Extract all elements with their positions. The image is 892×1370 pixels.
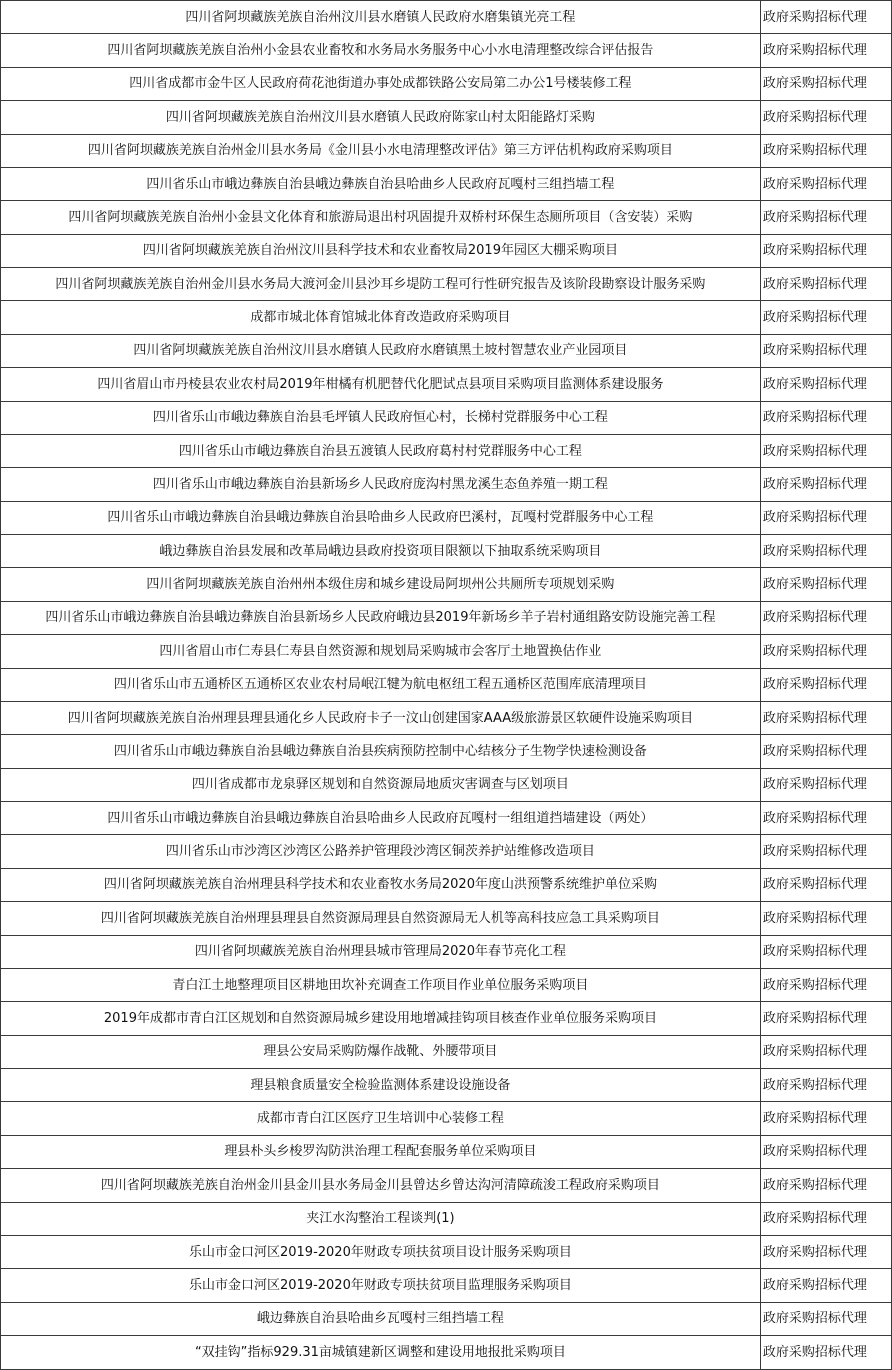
project-name-cell: 乐山市金口河区2019-2020年财政专项扶贫项目设计服务采购项目 xyxy=(1,1235,761,1268)
table-row xyxy=(1,1302,892,1335)
project-name-cell: 峨边彝族自治县哈曲乡瓦嘎村三组挡墙工程 xyxy=(1,1302,761,1335)
service-type-cell: 政府采购招标代理 xyxy=(760,234,891,267)
project-name-cell: 四川省眉山市仁寿县仁寿县自然资源和规划局采购城市会客厅土地置换估作业 xyxy=(1,635,761,668)
project-name-cell: “双挂钩”指标929.31亩城镇建新区调整和建设用地报批采购项目 xyxy=(1,1336,761,1370)
service-type-cell: 政府采购招标代理 xyxy=(760,101,891,134)
service-type-cell: 政府采购招标代理 xyxy=(760,535,891,568)
project-name-cell: 四川省乐山市峨边彝族自治县峨边彝族自治县新场乡人民政府峨边县2019年新场乡羊子岩村通组路安防设施完善工程 xyxy=(1,601,761,634)
service-type-cell: 政府采购招标代理 xyxy=(760,34,891,67)
project-name-cell: 四川省阿坝藏族羌族自治州金川县金川县水务局金川县曾达乡曾达沟河清障疏浚工程政府采购项目 xyxy=(1,1169,761,1202)
table-row xyxy=(1,167,892,200)
table-row xyxy=(1,802,892,835)
table-row xyxy=(1,1,892,34)
service-type-cell: 政府采购招标代理 xyxy=(760,1,891,34)
table-row xyxy=(1,535,892,568)
project-name-cell: 理县朴头乡梭罗沟防洪治理工程配套服务单位采购项目 xyxy=(1,1135,761,1168)
service-type-cell: 政府采购招标代理 xyxy=(760,968,891,1001)
table-row xyxy=(1,434,892,467)
service-type-cell: 政府采购招标代理 xyxy=(760,835,891,868)
project-name-cell: 四川省乐山市五通桥区五通桥区农业农村局岷江犍为航电枢纽工程五通桥区范围库底清理项目 xyxy=(1,668,761,701)
project-name-cell: 四川省成都市龙泉驿区规划和自然资源局地质灾害调查与区划项目 xyxy=(1,768,761,801)
service-type-cell: 政府采购招标代理 xyxy=(760,1336,891,1370)
table-row xyxy=(1,134,892,167)
table-row xyxy=(1,101,892,134)
project-name-cell: 四川省乐山市沙湾区沙湾区公路养护管理段沙湾区铜茨养护站维修改造项目 xyxy=(1,835,761,868)
service-type-cell: 政府采购招标代理 xyxy=(760,1302,891,1335)
project-name-cell: 2019年成都市青白江区规划和自然资源局城乡建设用地增减挂钩项目核查作业单位服务采购项目 xyxy=(1,1002,761,1035)
project-name-cell: 夹江水沟整治工程谈判(1) xyxy=(1,1202,761,1235)
table-row xyxy=(1,1102,892,1135)
project-name-cell: 理县粮食质量安全检验监测体系建设设施设备 xyxy=(1,1069,761,1102)
service-type-cell: 政府采购招标代理 xyxy=(760,468,891,501)
table-row xyxy=(1,1202,892,1235)
project-name-cell: 青白江土地整理项目区耕地田坎补充调查工作项目作业单位服务采购项目 xyxy=(1,968,761,1001)
service-type-cell: 政府采购招标代理 xyxy=(760,334,891,367)
project-name-cell: 四川省阿坝藏族羌族自治州小金县农业畜牧和水务局水务服务中心小水电清理整改综合评估报告 xyxy=(1,34,761,67)
table-row xyxy=(1,568,892,601)
service-type-cell: 政府采购招标代理 xyxy=(760,1135,891,1168)
service-type-cell: 政府采购招标代理 xyxy=(760,802,891,835)
table-row xyxy=(1,67,892,100)
service-type-cell: 政府采购招标代理 xyxy=(760,434,891,467)
project-name-cell: 四川省成都市金牛区人民政府荷花池街道办事处成都铁路公安局第二办公1号楼装修工程 xyxy=(1,67,761,100)
project-name-cell: 四川省阿坝藏族羌族自治州金川县水务局《金川县小水电清理整改评估》第三方评估机构政府采购项目 xyxy=(1,134,761,167)
service-type-cell: 政府采购招标代理 xyxy=(760,668,891,701)
project-name-cell: 四川省阿坝藏族羌族自治州汶川县水磨镇人民政府陈家山村太阳能路灯采购 xyxy=(1,101,761,134)
service-type-cell: 政府采购招标代理 xyxy=(760,902,891,935)
table-row xyxy=(1,768,892,801)
table-row xyxy=(1,902,892,935)
service-type-cell: 政府采购招标代理 xyxy=(760,1169,891,1202)
project-name-cell: 四川省乐山市峨边彝族自治县峨边彝族自治县哈曲乡人民政府巴溪村，瓦嘎村党群服务中心工程 xyxy=(1,501,761,534)
table-row xyxy=(1,1336,892,1370)
project-name-cell: 四川省阿坝藏族羌族自治州理县理县自然资源局理县自然资源局无人机等高科技应急工具采购项目 xyxy=(1,902,761,935)
project-name-cell: 四川省阿坝藏族羌族自治州金川县水务局大渡河金川县沙耳乡堤防工程可行性研究报告及该阶段勘察设计服务采购 xyxy=(1,268,761,301)
service-type-cell: 政府采购招标代理 xyxy=(760,67,891,100)
table-row xyxy=(1,868,892,901)
project-name-cell: 四川省阿坝藏族羌族自治州小金县文化体育和旅游局退出村巩固提升双桥村环保生态厕所项目（含安装）采购 xyxy=(1,201,761,234)
table-row xyxy=(1,601,892,634)
service-type-cell: 政府采购招标代理 xyxy=(760,501,891,534)
table-row xyxy=(1,735,892,768)
table-row xyxy=(1,1069,892,1102)
service-type-cell: 政府采购招标代理 xyxy=(760,1235,891,1268)
service-type-cell: 政府采购招标代理 xyxy=(760,268,891,301)
project-name-cell: 乐山市金口河区2019-2020年财政专项扶贫项目监理服务采购项目 xyxy=(1,1269,761,1302)
project-name-cell: 四川省阿坝藏族羌族自治州理县城市管理局2020年春节亮化工程 xyxy=(1,935,761,968)
service-type-cell: 政府采购招标代理 xyxy=(760,401,891,434)
service-type-cell: 政府采购招标代理 xyxy=(760,635,891,668)
project-name-cell: 四川省阿坝藏族羌族自治州州本级住房和城乡建设局阿坝州公共厕所专项规划采购 xyxy=(1,568,761,601)
table-row xyxy=(1,234,892,267)
project-name-cell: 理县公安局采购防爆作战靴、外腰带项目 xyxy=(1,1035,761,1068)
service-type-cell: 政府采购招标代理 xyxy=(760,868,891,901)
table-row xyxy=(1,635,892,668)
project-name-cell: 四川省阿坝藏族羌族自治州理县科学技术和农业畜牧水务局2020年度山洪预警系统维护单位采购 xyxy=(1,868,761,901)
table-row xyxy=(1,401,892,434)
project-name-cell: 四川省乐山市峨边彝族自治县毛坪镇人民政府恒心村，长梯村党群服务中心工程 xyxy=(1,401,761,434)
service-type-cell: 政府采购招标代理 xyxy=(760,1002,891,1035)
project-name-cell: 四川省乐山市峨边彝族自治县峨边彝族自治县疾病预防控制中心结核分子生物学快速检测设备 xyxy=(1,735,761,768)
project-name-cell: 成都市城北体育馆城北体育改造政府采购项目 xyxy=(1,301,761,334)
project-name-cell: 成都市青白江区医疗卫生培训中心装修工程 xyxy=(1,1102,761,1135)
project-name-cell: 四川省乐山市峨边彝族自治县五渡镇人民政府葛村村党群服务中心工程 xyxy=(1,434,761,467)
table-row xyxy=(1,835,892,868)
table-row xyxy=(1,268,892,301)
service-type-cell: 政府采购招标代理 xyxy=(760,1269,891,1302)
service-type-cell: 政府采购招标代理 xyxy=(760,134,891,167)
table-row xyxy=(1,468,892,501)
service-type-cell: 政府采购招标代理 xyxy=(760,1035,891,1068)
project-name-cell: 四川省阿坝藏族羌族自治州汶川县水磨镇人民政府水磨镇黑土坡村智慧农业产业园项目 xyxy=(1,334,761,367)
service-type-cell: 政府采购招标代理 xyxy=(760,167,891,200)
table-row xyxy=(1,968,892,1001)
service-type-cell: 政府采购招标代理 xyxy=(760,935,891,968)
service-type-cell: 政府采购招标代理 xyxy=(760,368,891,401)
service-type-cell: 政府采购招标代理 xyxy=(760,768,891,801)
table-row xyxy=(1,1035,892,1068)
table-row xyxy=(1,668,892,701)
service-type-cell: 政府采购招标代理 xyxy=(760,735,891,768)
project-name-cell: 四川省乐山市峨边彝族自治县峨边彝族自治县哈曲乡人民政府瓦嘎村三组挡墙工程 xyxy=(1,167,761,200)
project-name-cell: 峨边彝族自治县发展和改革局峨边县政府投资项目限额以下抽取系统采购项目 xyxy=(1,535,761,568)
service-type-cell: 政府采购招标代理 xyxy=(760,568,891,601)
project-name-cell: 四川省阿坝藏族羌族自治州汶川县科学技术和农业畜牧局2019年园区大棚采购项目 xyxy=(1,234,761,267)
project-name-cell: 四川省阿坝藏族羌族自治州理县理县通化乡人民政府卡子一汶山创建国家AAA级旅游景区软硬件设施采购项目 xyxy=(1,701,761,734)
project-name-cell: 四川省阿坝藏族羌族自治州汶川县水磨镇人民政府水磨集镇光亮工程 xyxy=(1,1,761,34)
service-type-cell: 政府采购招标代理 xyxy=(760,1069,891,1102)
service-type-cell: 政府采购招标代理 xyxy=(760,701,891,734)
project-name-cell: 四川省眉山市丹棱县农业农村局2019年柑橘有机肥替代化肥试点县项目采购项目监测体系建设服务 xyxy=(1,368,761,401)
project-name-cell: 四川省乐山市峨边彝族自治县峨边彝族自治县哈曲乡人民政府瓦嘎村一组组道挡墙建设（两处） xyxy=(1,802,761,835)
table-row xyxy=(1,34,892,67)
table-row xyxy=(1,701,892,734)
table-row xyxy=(1,368,892,401)
table-row xyxy=(1,1169,892,1202)
table-row xyxy=(1,201,892,234)
project-table-body xyxy=(1,1,892,1370)
service-type-cell: 政府采购招标代理 xyxy=(760,1202,891,1235)
project-name-cell: 四川省乐山市峨边彝族自治县新场乡人民政府庞沟村黑龙溪生态鱼养殖一期工程 xyxy=(1,468,761,501)
service-type-cell: 政府采购招标代理 xyxy=(760,201,891,234)
table-row xyxy=(1,1269,892,1302)
service-type-cell: 政府采购招标代理 xyxy=(760,1102,891,1135)
table-row xyxy=(1,1135,892,1168)
service-type-cell: 政府采购招标代理 xyxy=(760,601,891,634)
table-row xyxy=(1,1235,892,1268)
table-row xyxy=(1,1002,892,1035)
table-row xyxy=(1,501,892,534)
service-type-cell: 政府采购招标代理 xyxy=(760,301,891,334)
table-row xyxy=(1,935,892,968)
table-row xyxy=(1,301,892,334)
table-row xyxy=(1,334,892,367)
